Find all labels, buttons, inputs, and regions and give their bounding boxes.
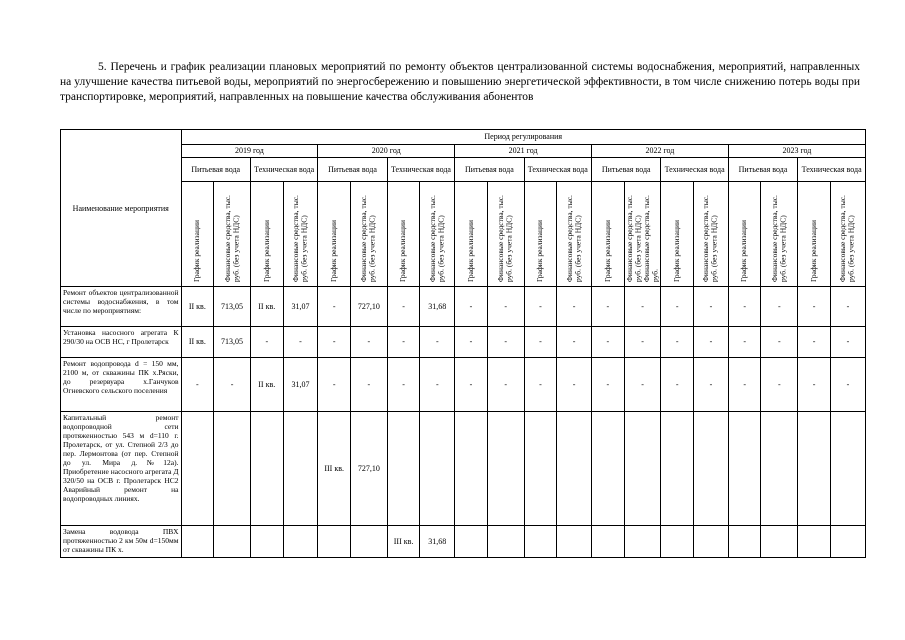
column-header bbox=[387, 182, 420, 287]
table-cell: - bbox=[761, 287, 798, 327]
table-cell bbox=[455, 526, 488, 558]
table-cell: III кв. bbox=[387, 526, 420, 558]
year-header: 2019 год bbox=[181, 145, 318, 158]
table-cell: - bbox=[318, 358, 351, 412]
column-header-label: График реализации bbox=[328, 220, 338, 282]
table-cell: - bbox=[318, 327, 351, 358]
column-header-label: График реализации bbox=[398, 220, 408, 282]
table-cell: - bbox=[351, 327, 388, 358]
water-type-header: Техническая вода bbox=[524, 158, 591, 182]
table-cell: - bbox=[455, 287, 488, 327]
year-header: 2021 год bbox=[455, 145, 592, 158]
table-cell bbox=[694, 412, 729, 526]
table-cell: 713,05 bbox=[214, 327, 251, 358]
table-cell: 713,05 bbox=[214, 287, 251, 327]
water-type-header: Техническая вода bbox=[661, 158, 728, 182]
column-header bbox=[318, 182, 351, 287]
table-cell: - bbox=[487, 327, 524, 358]
table-row bbox=[61, 412, 866, 526]
column-header-label: График реализации bbox=[808, 220, 818, 282]
column-header bbox=[351, 182, 388, 287]
column-header bbox=[761, 182, 798, 287]
table-cell bbox=[420, 412, 455, 526]
column-header-label: Финансовые средства, тыс. руб. (без учета НДС) bbox=[564, 195, 583, 282]
table-cell: - bbox=[250, 327, 283, 358]
water-type-header: Техническая вода bbox=[798, 158, 866, 182]
table-cell: - bbox=[455, 358, 488, 412]
water-type-header: Питьевая вода bbox=[181, 158, 250, 182]
table-cell: 727,10 bbox=[351, 287, 388, 327]
table-cell bbox=[661, 526, 694, 558]
table-cell: - bbox=[487, 287, 524, 327]
measure-name: Установка насосного агрегата К 290/30 на ОСВ НС, г Пролетарск bbox=[61, 327, 182, 358]
table-cell bbox=[524, 412, 557, 526]
column-header-label: Финансовые средства, тыс. руб. (без учета НДС) bbox=[222, 195, 241, 282]
table-cell: - bbox=[661, 358, 694, 412]
table-cell: - bbox=[624, 358, 661, 412]
column-header-label: Финансовые средства, тыс. руб. (без учета НДС) Финансовые средства, тыс. руб. bbox=[624, 195, 660, 282]
table-cell bbox=[761, 526, 798, 558]
table-cell: - bbox=[387, 327, 420, 358]
table-cell: - bbox=[694, 358, 729, 412]
table-cell: - bbox=[557, 327, 592, 358]
table-cell: - bbox=[557, 358, 592, 412]
column-header-label: Финансовые средства, тыс. руб. (без учета НДС) bbox=[359, 195, 377, 282]
table-cell bbox=[318, 526, 351, 558]
table-cell: - bbox=[694, 327, 729, 358]
table-cell: - bbox=[728, 358, 761, 412]
table-cell: III кв. bbox=[318, 412, 351, 526]
name-column-header: Наименование мероприятия bbox=[61, 130, 182, 287]
column-header bbox=[694, 182, 729, 287]
table-cell: - bbox=[524, 358, 557, 412]
table-cell: - bbox=[591, 358, 624, 412]
table-cell: - bbox=[798, 287, 831, 327]
column-header bbox=[214, 182, 251, 287]
column-header-label: Финансовые средства, тыс. руб. (без учета НДС) bbox=[496, 195, 514, 282]
water-type-header: Питьевая вода bbox=[728, 158, 797, 182]
column-header-label: График реализации bbox=[739, 220, 749, 282]
table-cell: - bbox=[624, 287, 661, 327]
year-header: 2020 год bbox=[318, 145, 455, 158]
period-header: Период регулирования bbox=[181, 130, 866, 145]
measure-name: Капитальный ремонт водопроводной сети протяженностью 543 м d=110 г. Пролетарск, от ул. Степной 2/3 до пер. Лермонтова (от пер. Степной до ул. Мира д.№12а). Приобретение насосного агрегата Д 320/50 на ОСВ г. Пролетарск НС2 Аварийный ремонт на водопроводных линиях. bbox=[61, 412, 182, 526]
column-header-label: График реализации bbox=[261, 220, 271, 282]
column-header-label: Финансовые средства, тыс. руб. (без учета НДС) bbox=[838, 195, 856, 282]
measures-table bbox=[60, 129, 866, 558]
column-header-label: График реализации bbox=[192, 220, 202, 282]
table-cell bbox=[524, 526, 557, 558]
table-cell bbox=[214, 526, 251, 558]
table-cell bbox=[557, 412, 592, 526]
table-cell bbox=[487, 412, 524, 526]
table-cell: - bbox=[728, 287, 761, 327]
table-cell: - bbox=[661, 287, 694, 327]
column-header-label: График реализации bbox=[535, 220, 545, 282]
table-cell: - bbox=[624, 327, 661, 358]
table-cell: II кв. bbox=[181, 287, 214, 327]
table-cell bbox=[250, 412, 283, 526]
table-cell: - bbox=[181, 358, 214, 412]
column-header-label: График реализации bbox=[672, 220, 681, 282]
table-cell: - bbox=[761, 327, 798, 358]
table-cell bbox=[214, 412, 251, 526]
table-cell bbox=[624, 526, 661, 558]
table-cell bbox=[830, 412, 865, 526]
table-cell: - bbox=[728, 327, 761, 358]
column-header bbox=[250, 182, 283, 287]
table-cell: - bbox=[661, 327, 694, 358]
table-cell: - bbox=[798, 327, 831, 358]
table-cell bbox=[387, 412, 420, 526]
table-cell: - bbox=[387, 287, 420, 327]
table-cell: 31,07 bbox=[283, 287, 318, 327]
table-row bbox=[61, 358, 866, 412]
table-cell bbox=[591, 412, 624, 526]
table-cell bbox=[798, 526, 831, 558]
table-cell: - bbox=[798, 358, 831, 412]
column-header-label: График реализации bbox=[465, 220, 475, 282]
table-cell: II кв. bbox=[250, 287, 283, 327]
column-header bbox=[557, 182, 592, 287]
table-cell: II кв. bbox=[181, 327, 214, 358]
water-type-header: Питьевая вода bbox=[455, 158, 524, 182]
water-type-header: Техническая вода bbox=[387, 158, 454, 182]
table-cell: - bbox=[387, 358, 420, 412]
table-cell bbox=[250, 526, 283, 558]
section-heading: 5. Перечень и график реализации плановых мероприятий по ремонту объектов централизованной системы водоснабжения, мероприятий, направленных на улучшение качества питьевой воды, мероприятий по энергосбережению и повышению энергетической эффективности, в том числе снижению потерь воды при транспортировке, мероприятий, направленных на повышение качества обслуживания абонентов bbox=[60, 61, 860, 103]
column-header bbox=[420, 182, 455, 287]
column-header bbox=[524, 182, 557, 287]
table-cell: - bbox=[591, 287, 624, 327]
column-header-label: График реализации bbox=[602, 220, 612, 282]
table-cell: - bbox=[214, 358, 251, 412]
column-header-label: Финансовые средства, тыс. руб. (без учета НДС) bbox=[701, 195, 719, 282]
year-header: 2023 год bbox=[728, 145, 865, 158]
table-cell: - bbox=[283, 327, 318, 358]
measure-name: Замена водовода ПВХ протяженностью 2 км 50м d=150мм от скважины ПК х. bbox=[61, 526, 182, 558]
table-cell bbox=[591, 526, 624, 558]
table-cell: 31,68 bbox=[420, 526, 455, 558]
column-header bbox=[798, 182, 831, 287]
table-cell bbox=[798, 412, 831, 526]
table-cell: - bbox=[455, 327, 488, 358]
table-cell: - bbox=[830, 287, 865, 327]
table-cell: - bbox=[318, 287, 351, 327]
table-row bbox=[61, 526, 866, 558]
column-header bbox=[830, 182, 865, 287]
water-type-header: Питьевая вода bbox=[591, 158, 660, 182]
column-header bbox=[455, 182, 488, 287]
table-cell: - bbox=[830, 327, 865, 358]
table-cell: 31,07 bbox=[283, 358, 318, 412]
table-cell: - bbox=[420, 358, 455, 412]
table-cell bbox=[830, 526, 865, 558]
column-header bbox=[487, 182, 524, 287]
table-cell bbox=[181, 526, 214, 558]
table-row bbox=[61, 287, 866, 327]
measure-name: Ремонт объектов централизованной системы водоснабжения, в том числе по мероприятиям: bbox=[61, 287, 182, 327]
water-type-header: Питьевая вода bbox=[318, 158, 387, 182]
table-cell bbox=[624, 412, 661, 526]
column-header-label: Финансовые средства, тыс. руб. (без учета НДС) bbox=[290, 195, 309, 282]
table-cell bbox=[728, 526, 761, 558]
table-cell: - bbox=[524, 287, 557, 327]
table-cell bbox=[283, 526, 318, 558]
column-header bbox=[624, 182, 661, 287]
table-cell: - bbox=[830, 358, 865, 412]
table-cell: - bbox=[761, 358, 798, 412]
measure-name: Ремонт водопровода d = 150 мм, 2100 м, от скважины ПК х.Ряски, до резервуара х.Ганчуков Огневского сельского поселения bbox=[61, 358, 182, 412]
table-cell: - bbox=[487, 358, 524, 412]
table-cell bbox=[351, 526, 388, 558]
table-cell: 31,68 bbox=[420, 287, 455, 327]
table-cell: 727,10 bbox=[351, 412, 388, 526]
table-row bbox=[61, 327, 866, 358]
table-cell: - bbox=[524, 327, 557, 358]
table-cell: - bbox=[591, 327, 624, 358]
column-header-label: Финансовые средства, тыс. руб. (без учета НДС) bbox=[427, 195, 446, 282]
table-cell: - bbox=[420, 327, 455, 358]
table-cell: - bbox=[694, 287, 729, 327]
table-cell bbox=[283, 412, 318, 526]
column-header bbox=[728, 182, 761, 287]
table-cell bbox=[761, 412, 798, 526]
table-cell: - bbox=[351, 358, 388, 412]
column-header bbox=[283, 182, 318, 287]
column-header bbox=[661, 182, 694, 287]
column-header bbox=[591, 182, 624, 287]
year-header: 2022 год bbox=[591, 145, 728, 158]
water-type-header: Техническая вода bbox=[250, 158, 317, 182]
table-cell bbox=[661, 412, 694, 526]
table-cell bbox=[487, 526, 524, 558]
column-header bbox=[181, 182, 214, 287]
table-cell bbox=[557, 526, 592, 558]
table-cell: II кв. bbox=[250, 358, 283, 412]
table-cell bbox=[181, 412, 214, 526]
table-cell bbox=[728, 412, 761, 526]
table-cell bbox=[694, 526, 729, 558]
column-header-label: Финансовые средства, тыс. руб. (без учета НДС) bbox=[769, 195, 788, 282]
table-cell bbox=[455, 412, 488, 526]
table-cell: - bbox=[557, 287, 592, 327]
